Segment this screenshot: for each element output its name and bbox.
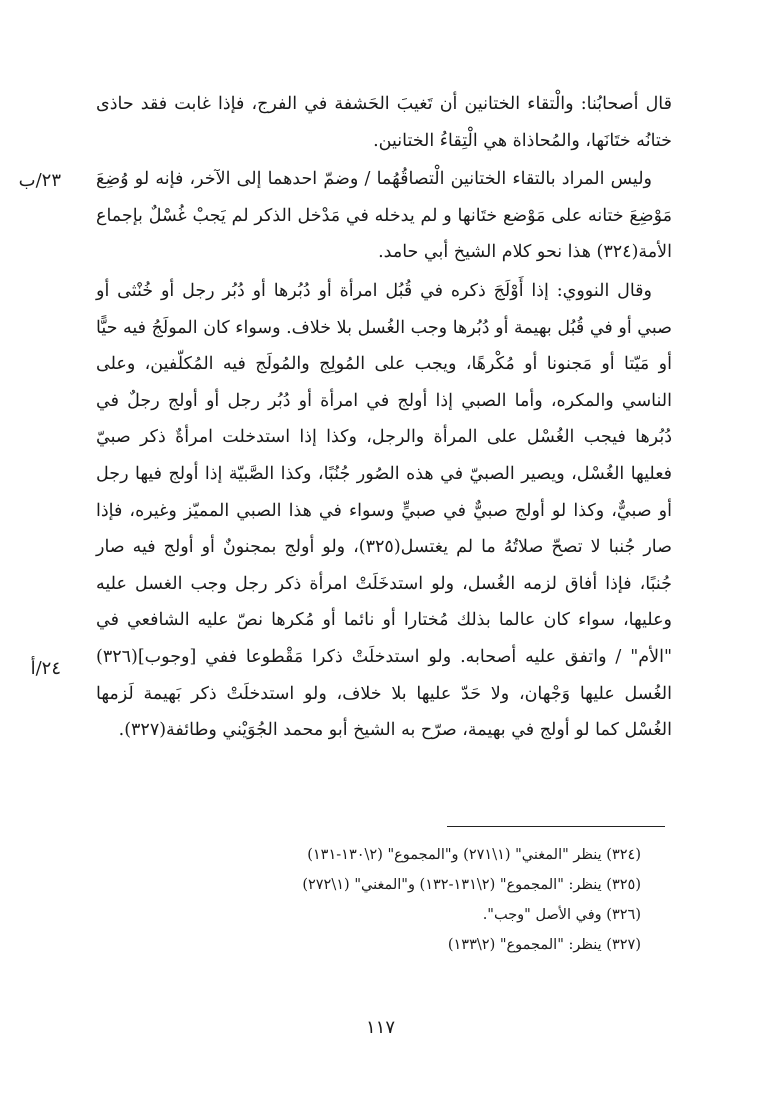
folio-marker-24a: ٢٤/أ	[30, 658, 61, 679]
paragraph-nawawi: وقال النووي: إذا أَوْلَجَ ذكره في قُبُل امرأة أو دُبُرها أو دُبُر رجل أو خُنْثى أو صبي أو في قُبُل بهيمة أو دُبُرها وجب الغُسل بلا خلاف. وسواء كان المولَجُ فيه حيًّا أو مَيّتا أو مَجنونا أو مُكْرهًا، ويجب على المُولِج والمُولَج فيه المُكلّفين، وعلى الناسي والمكره، وأما الصبي إذا أولج في امرأة أو دُبُر رجل أو أولج رجلٌ في دُبُرها فيجب الغُسْل على المرأة والرجل، وكذا إذا استدخلت امرأةٌ ذكر صبيّ فعليها الغُسْل، ويصير الصبيّ في هذه الصُور جُنُبًا، وكذا الصَّبيّة إذا أولج فيها رجل أو صبيٌّ، وكذا لو أولج صبيٌّ في صبيٍّ وسواء في هذا الصبي المميّز وغيره، فإذا صار جُنبا لا تصحّ صلاتُهُ ما لم يغتسل(٣٢٥)، ولو أولج بمجنونٌ أو أولج فيه صار جُنبًا، فإذا أفاق لزمه الغُسل، ولو استدخَلَتْ امرأة ذكر رجل وجب الغسل عليه وعليها، سواء كان عالما بذلك مُختارا أو نائما أو مُكرها نصّ عليه الشافعي في "الأم" / واتفق عليه أصحابه. ولو استدخلَتْ ذكرا مَقْطوعا ففي [وجوب](٣٢٦) الغُسل عليها وَجْهان، ولا حَدّ عليها بلا خلاف، ولو استدخلَتْ ذكر بَهيمة لَزمها الغُسْل كما لو أولج في بهيمة، صرّح به الشيخ أبو محمد الجُوَيْني وطائفة(٣٢٧).	[96, 280, 672, 741]
footnotes	[101, 840, 641, 960]
paragraph-iltiqa: وليس المراد بالتقاء الختانين الْتصاقُهُما / وضمّ احدهما إلى الآخر، فإنه لو وُضِعَ مَوْضِعَ ختانه على مَوْضع ختَانها و لم يدخله في مَدْخل الذكر لم يَجبْ غُسْلٌ بإجماع الأمة(٣٢٤) هذا نحو كلام الشيخ أبي حامد.	[96, 169, 672, 263]
footnote-325: (٣٢٥) ينظر: "المجموع" (٢\١٣١-١٣٢) و"المغني" (١\٢٧٢)	[302, 877, 641, 893]
footnote-324: (٣٢٤) ينظر "المغني" (١\٢٧١) و"المجموع" (٢\١٣٠-١٣١)	[307, 847, 641, 863]
main-text	[96, 86, 672, 751]
footnote-326: (٣٢٦) وفي الأصل "وجب".	[482, 907, 641, 923]
folio-marker-23b: ٢٣/ب	[18, 170, 61, 191]
footnote-divider	[447, 826, 665, 827]
paragraph-ashabuna: قال أصحابُنا: والْتقاء الختانين أن تَغيبَ الحَشفة في الفرج، فإذا غابت فقد حاذى ختانُه ختَانَها، والمُحاذاة هي الْتِقاءُ الختانين.	[96, 94, 672, 151]
footnote-327: (٣٢٧) ينظر: "المجموع" (٢\١٣٣)	[447, 937, 641, 953]
page-number: ١١٧	[365, 1017, 395, 1038]
